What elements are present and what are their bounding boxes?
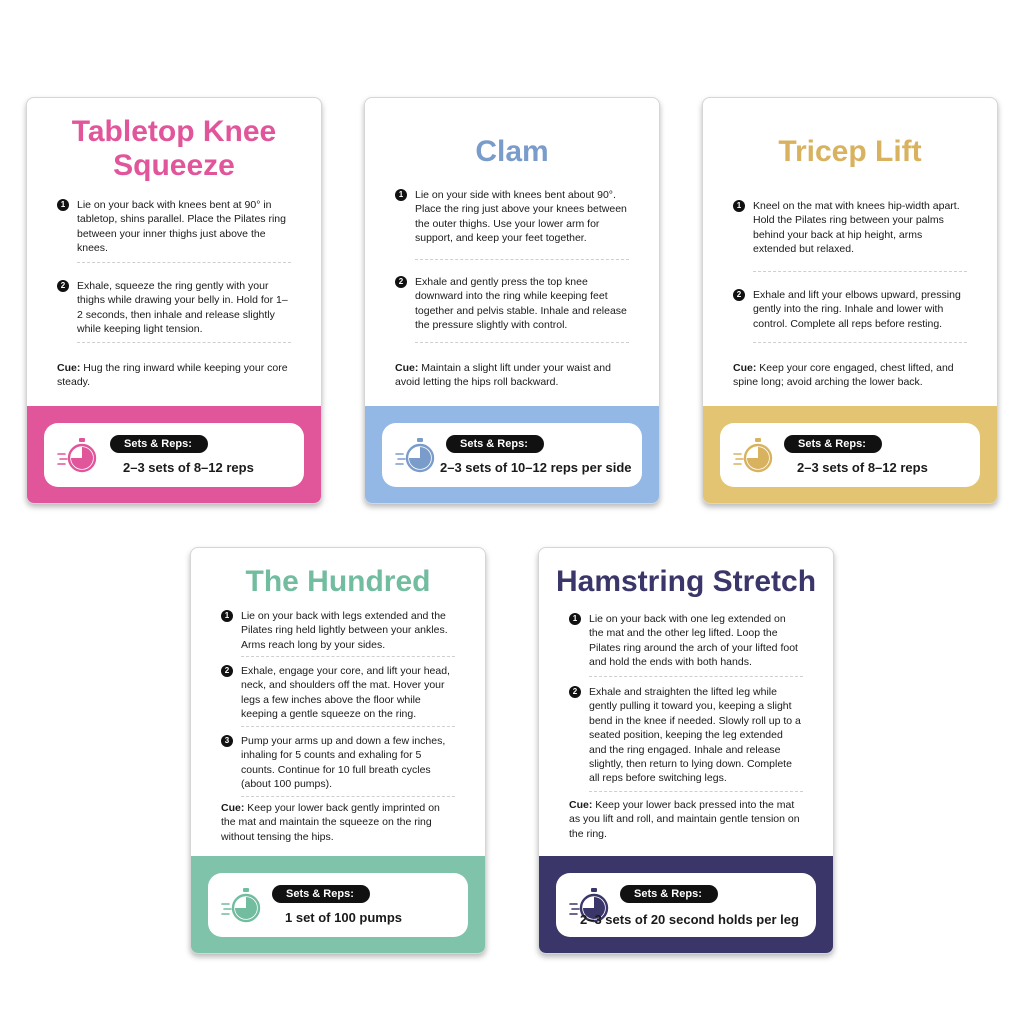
sets-reps-panel (382, 423, 642, 487)
sets-reps-footer (539, 856, 833, 953)
cue-body: Maintain a slight lift under your waist and avoid letting the hips roll backward. (395, 362, 611, 389)
step-text: Exhale and lift your elbows upward, pressing gently into the ring. Inhale and lower with control. Complete all reps before resting. (753, 289, 961, 330)
stopwatch-icon (56, 436, 100, 476)
step-divider (415, 259, 629, 260)
step-divider (589, 676, 803, 677)
sets-reps-value: 1 set of 100 pumps (285, 910, 403, 925)
step-number-badge: 1 (733, 200, 745, 212)
exercise-card-the-hundred (190, 547, 486, 954)
sets-reps-value: 2–3 sets of 10–12 reps per side (440, 460, 632, 475)
step-divider (77, 262, 291, 263)
exercise-card-clam (364, 97, 660, 504)
sets-reps-panel (208, 873, 468, 937)
sets-reps-label: Sets & Reps: (446, 435, 544, 453)
sets-reps-panel (556, 873, 816, 937)
step-2 (57, 279, 291, 337)
step-2 (569, 685, 803, 786)
step-text: Exhale and straighten the lifted leg while gently pulling it toward you, keeping a slight bend in the knee if needed. Slowly roll up to a seated position, keeping the leg extended and the ring engaged. Inhale and release slightly, then return to lying down. Complete all reps before switching legs. (589, 686, 801, 785)
sets-reps-footer (703, 406, 997, 503)
step-3 (221, 734, 455, 792)
sets-reps-footer (191, 856, 485, 953)
exercise-card-tabletop-knee-squeeze (26, 97, 322, 504)
cue-text (221, 801, 455, 844)
step-2 (221, 664, 455, 722)
cue-label: Cue: (395, 362, 419, 374)
sets-reps-label: Sets & Reps: (620, 885, 718, 903)
step-number-badge: 2 (57, 280, 69, 292)
step-number-badge: 1 (221, 610, 233, 622)
step-text: Pump your arms up and down a few inches, inhaling for 5 counts and exhaling for 5 counts. Continue for 10 full breath cycles (about 100 pumps). (241, 735, 446, 791)
cue-label: Cue: (569, 799, 593, 811)
step-number-badge: 1 (569, 613, 581, 625)
step-1 (733, 199, 967, 257)
step-number-badge: 2 (733, 289, 745, 301)
sets-reps-value: 2–3 sets of 8–12 reps (797, 460, 928, 475)
step-text: Exhale and gently press the top knee downward into the ring while keeping feet together and pelvis stable. Inhale and release the pressure slightly with control. (415, 276, 627, 332)
step-text: Kneel on the mat with knees hip-width apart. Hold the Pilates ring between your palms behind your back at hip height, arms extended but relaxed. (753, 200, 960, 256)
card-title: Tricep Lift (778, 135, 922, 168)
card-title: Tabletop Knee Squeeze (71, 115, 277, 182)
step-1 (57, 198, 291, 256)
step-text: Exhale, engage your core, and lift your head, neck, and shoulders off the mat. Hover your legs a few inches above the floor while keeping a gentle squeeze on the ring. (241, 665, 450, 721)
step-1 (395, 188, 629, 246)
sets-reps-panel (44, 423, 304, 487)
cue-text (57, 361, 291, 390)
sets-reps-label: Sets & Reps: (110, 435, 208, 453)
stopwatch-icon (220, 886, 264, 926)
step-number-badge: 3 (221, 735, 233, 747)
cue-body: Keep your core engaged, chest lifted, and spine long; avoid arching the lower back. (733, 362, 954, 389)
step-number-badge: 2 (221, 665, 233, 677)
exercise-card-tricep-lift (702, 97, 998, 504)
step-text: Lie on your side with knees bent about 90°. Place the ring just above your knees between the outer thighs. Use your lower arm for support, and keep your feet together. (415, 189, 627, 245)
sets-reps-value: 2–3 sets of 20 second holds per leg (580, 912, 799, 927)
step-divider (589, 791, 803, 792)
sets-reps-footer (27, 406, 321, 503)
step-divider (77, 342, 291, 343)
exercise-card-hamstring-stretch (538, 547, 834, 954)
card-title: Hamstring Stretch (555, 565, 817, 598)
card-title: The Hundred (245, 565, 431, 598)
cue-body: Keep your lower back pressed into the mat as you lift and roll, and maintain gentle tension on the ring. (569, 799, 800, 840)
cue-body: Hug the ring inward while keeping your core steady. (57, 362, 288, 389)
cue-text (569, 798, 803, 841)
cue-body: Keep your lower back gently imprinted on the mat and maintain the squeeze on the ring without tensing the hips. (221, 802, 440, 843)
sets-reps-footer (365, 406, 659, 503)
step-2 (395, 275, 629, 333)
step-divider (753, 271, 967, 272)
step-divider (415, 342, 629, 343)
cue-label: Cue: (733, 362, 757, 374)
step-2 (733, 288, 967, 331)
step-number-badge: 1 (57, 199, 69, 211)
sets-reps-label: Sets & Reps: (784, 435, 882, 453)
step-number-badge: 1 (395, 189, 407, 201)
sets-reps-label: Sets & Reps: (272, 885, 370, 903)
cue-label: Cue: (57, 362, 81, 374)
stopwatch-icon (394, 436, 438, 476)
sets-reps-panel (720, 423, 980, 487)
step-divider (241, 726, 455, 727)
step-text: Exhale, squeeze the ring gently with your thighs while drawing your belly in. Hold for 1–2 seconds, then inhale and release slightly while keeping light tension. (77, 280, 288, 336)
step-text: Lie on your back with legs extended and the Pilates ring held lightly between your ankles. Arms reach long by your sides. (241, 610, 448, 651)
step-1 (569, 612, 803, 670)
stopwatch-icon (732, 436, 776, 476)
cue-text (395, 361, 629, 390)
step-divider (753, 342, 967, 343)
step-text: Lie on your back with knees bent at 90° in tabletop, shins parallel. Place the Pilates ring between your inner thighs just above the knees. (77, 199, 286, 255)
step-divider (241, 656, 455, 657)
step-number-badge: 2 (395, 276, 407, 288)
step-1 (221, 609, 455, 652)
card-title: Clam (475, 135, 549, 168)
cue-label: Cue: (221, 802, 245, 814)
cue-text (733, 361, 967, 390)
step-divider (241, 796, 455, 797)
step-number-badge: 2 (569, 686, 581, 698)
step-text: Lie on your back with one leg extended on the mat and the other leg lifted. Loop the Pilates ring around the arch of your lifted foot and hold the ends with both hands. (589, 613, 798, 669)
sets-reps-value: 2–3 sets of 8–12 reps (123, 460, 254, 475)
